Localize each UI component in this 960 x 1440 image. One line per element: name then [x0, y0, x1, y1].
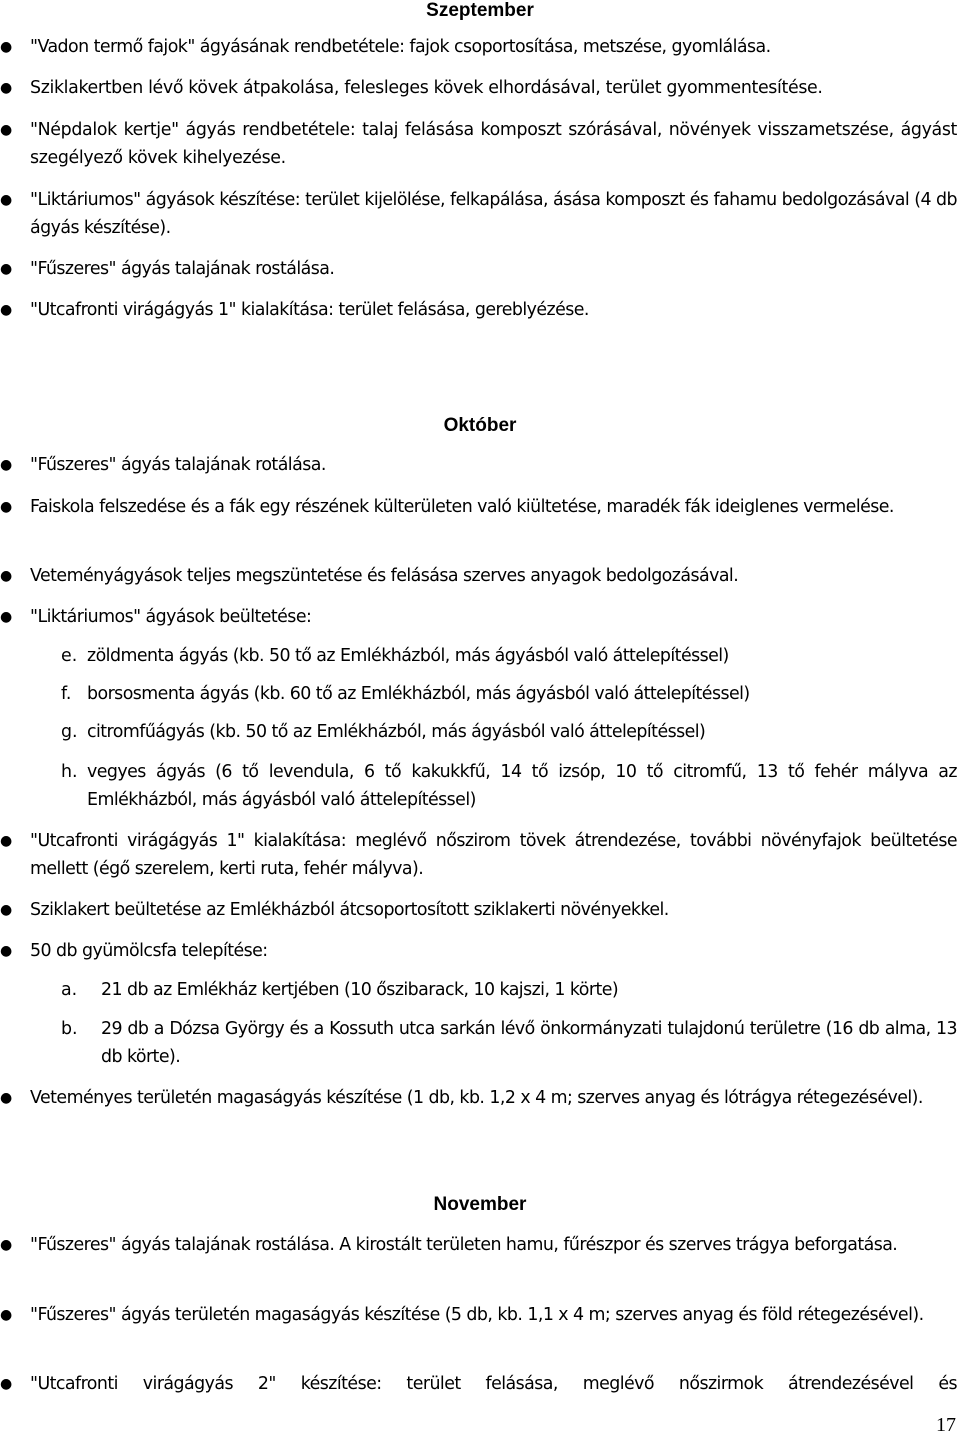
- bullet-icon: ●: [0, 902, 13, 918]
- bullet-icon: ●: [0, 609, 13, 625]
- list-item-oct-4: "Liktáriumos" ágyások beültetése:: [30, 607, 312, 627]
- bullet-icon: ●: [0, 1090, 13, 1106]
- sublist-marker: h.: [61, 762, 78, 782]
- bullet-icon: ●: [0, 302, 13, 318]
- sublist-marker: e.: [61, 646, 78, 666]
- bullet-icon: ●: [0, 943, 13, 959]
- list-item-sep-3: "Népdalok kertje" ágyás rendbetétele: talaj felásása komposzt szórásával, növények visszametszése, ágyást szegélyező kövek kihelyezése.: [30, 120, 957, 168]
- bullet-icon: ●: [0, 499, 13, 515]
- sublist-item-h: vegyes ágyás (6 tő levendula, 6 tő kakukkfű, 14 tő izsóp, 10 tő citromfű, 13 tő fehér mályva az Emlékházból, más ágyásból való áttelepítéssel): [87, 762, 957, 810]
- bullet-icon: ●: [0, 1307, 13, 1323]
- sublist-marker: b.: [61, 1019, 78, 1039]
- section-heading-september: Szeptember: [426, 0, 534, 21]
- bullet-icon: ●: [0, 122, 13, 138]
- list-item-sep-6: "Utcafronti virágágyás 1" kialakítása: terület felásása, gereblyézése.: [30, 300, 589, 320]
- section-heading-october: Október: [443, 415, 517, 436]
- bullet-icon: ●: [0, 568, 13, 584]
- sublist-marker: a.: [61, 980, 78, 1000]
- bullet-icon: ●: [0, 261, 13, 277]
- bullet-icon: ●: [0, 1376, 13, 1392]
- list-item-oct-8: Veteményes területén magaságyás készítése (1 db, kb. 1,2 x 4 m; szerves anyag és lótrágya rétegezésével).: [30, 1088, 923, 1108]
- bullet-icon: ●: [0, 80, 13, 96]
- list-item-sep-4: "Liktáriumos" ágyások készítése: terület kijelölése, felkapálása, ásása komposzt és fahamu bedolgozásával (4 db ágyás készítése).: [30, 190, 957, 238]
- list-item-sep-2: Sziklakertben lévő kövek átpakolása, felesleges kövek elhordásával, terület gyommentesítése.: [30, 78, 823, 98]
- sublist-item-e: zöldmenta ágyás (kb. 50 tő az Emlékházból, más ágyásból való áttelepítéssel): [87, 646, 729, 666]
- list-item-oct-5: "Utcafronti virágágyás 1" kialakítása: meglévő nőszirom tövek átrendezése, további növényfajok beültetése mellett (égő szerelem, kerti ruta, fehér mályva).: [30, 831, 957, 879]
- sublist-marker: g.: [61, 722, 78, 742]
- bullet-icon: ●: [0, 192, 13, 208]
- list-item-sep-5: "Fűszeres" ágyás talajának rostálása.: [30, 259, 335, 279]
- bullet-icon: ●: [0, 39, 13, 55]
- list-item-sep-1: "Vadon termő fajok" ágyásának rendbetétele: fajok csoportosítása, metszése, gyomlálása.: [30, 37, 771, 57]
- list-item-oct-2: Faiskola felszedése és a fák egy részének külterületen való kiültetése, maradék fák ideiglenes vermelése.: [30, 497, 894, 517]
- sublist-item-b: 29 db a Dózsa György és a Kossuth utca sarkán lévő önkormányzati tulajdonú területre (16 db alma, 13 db körte).: [101, 1019, 957, 1067]
- bullet-icon: ●: [0, 833, 13, 849]
- sublist-marker: f.: [61, 684, 72, 704]
- list-item-nov-3: "Utcafronti virágágyás 2" készítése: terület felásása, meglévő nőszirmok átrendezésével és: [30, 1374, 957, 1394]
- list-item-nov-1: "Fűszeres" ágyás talajának rostálása. A kirostált területen hamu, fűrészpor és szerves trágya beforgatása.: [30, 1235, 898, 1255]
- list-item-nov-2: "Fűszeres" ágyás területén magaságyás készítése (5 db, kb. 1,1 x 4 m; szerves anyag és föld rétegezésével).: [30, 1305, 924, 1325]
- bullet-icon: ●: [0, 1237, 13, 1253]
- sublist-item-f: borsosmenta ágyás (kb. 60 tő az Emlékházból, más ágyásból való áttelepítéssel): [87, 684, 750, 704]
- list-item-oct-3: Veteményágyások teljes megszüntetése és felásása szerves anyagok bedolgozásával.: [30, 566, 739, 586]
- bullet-icon: ●: [0, 457, 13, 473]
- page-number: 17: [936, 1414, 956, 1436]
- section-heading-november: November: [433, 1194, 527, 1215]
- list-item-oct-1: "Fűszeres" ágyás talajának rotálása.: [30, 455, 326, 475]
- sublist-item-g: citromfűágyás (kb. 50 tő az Emlékházból, más ágyásból való áttelepítéssel): [87, 722, 706, 742]
- list-item-oct-6: Sziklakert beültetése az Emlékházból átcsoportosított sziklakerti növényekkel.: [30, 900, 669, 920]
- sublist-item-a: 21 db az Emlékház kertjében (10 őszibarack, 10 kajszi, 1 körte): [101, 980, 619, 1000]
- list-item-oct-7: 50 db gyümölcsfa telepítése:: [30, 941, 268, 961]
